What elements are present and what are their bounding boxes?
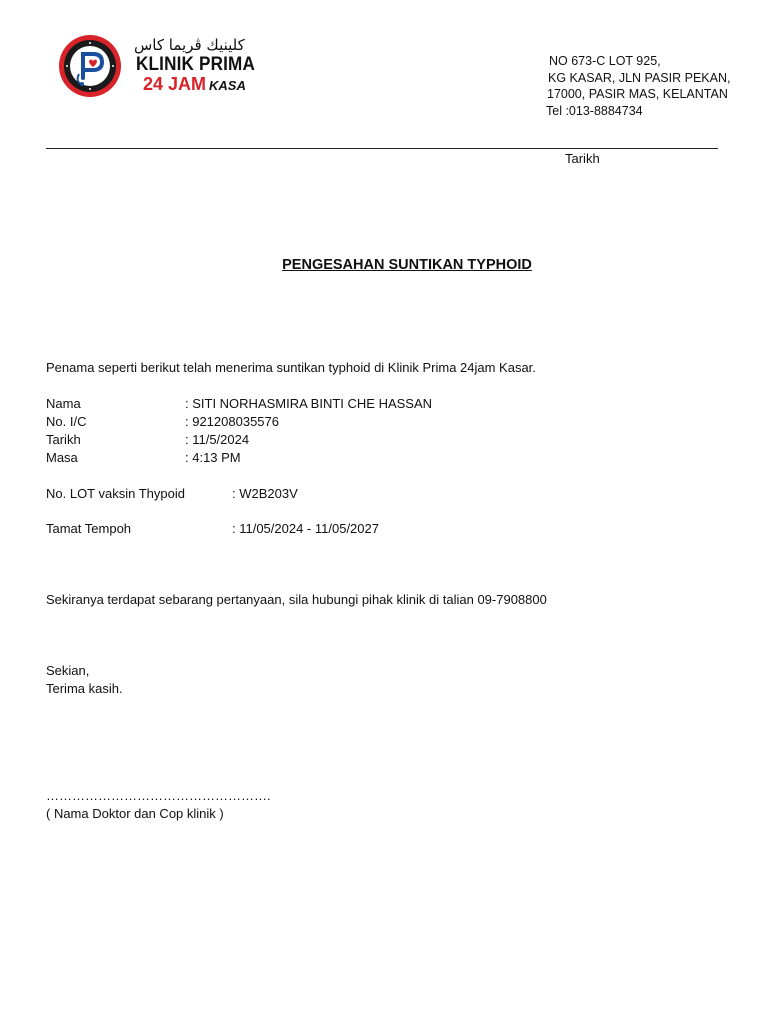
clinic-address <box>546 53 730 120</box>
logo-branch: KASA <box>209 78 246 93</box>
signature-caption: ( Nama Doktor dan Cop klinik ) <box>46 806 224 821</box>
header-date-label: Tarikh <box>565 151 600 166</box>
intro-text: Penama seperti berikut telah menerima suntikan typhoid di Klinik Prima 24jam Kasar. <box>46 360 536 375</box>
closing-line: Sekian, <box>46 663 90 678</box>
logo-arabic-text: كلينيك ڤريما كاس <box>134 36 245 54</box>
inquiry-text: Sekiranya terdapat sebarang pertanyaan, sila hubungi pihak klinik di talian 09-7908800 <box>46 592 547 607</box>
detail-label: No. I/C <box>46 414 87 429</box>
detail-value: : 11/5/2024 <box>185 432 250 447</box>
detail-value: : 921208035576 <box>185 414 279 429</box>
address-line: 17000, PASIR MAS, KELANTAN <box>547 87 728 102</box>
logo-clinic-name: KLINIK PRIMA <box>136 54 256 75</box>
detail-value: : W2B203V <box>232 486 298 501</box>
detail-label: Nama <box>46 396 81 411</box>
address-line: KG KASAR, JLN PASIR PEKAN, <box>548 70 731 85</box>
clinic-logo <box>58 34 258 100</box>
signature-line: ……………………………………………. <box>46 788 271 803</box>
detail-label: Tamat Tempoh <box>46 521 132 536</box>
detail-label: Masa <box>46 450 78 465</box>
detail-value: : SITI NORHASMIRA BINTI CHE HASSAN <box>185 396 433 411</box>
clinic-emblem-icon <box>58 34 122 98</box>
logo-hours: 24 JAM <box>143 74 207 94</box>
address-phone: Tel :013-8884734 <box>546 104 643 119</box>
detail-label: No. LOT vaksin Thypoid <box>46 486 185 501</box>
detail-value: : 4:13 PM <box>185 450 241 465</box>
closing-line: Terima kasih. <box>46 681 123 696</box>
header-divider <box>46 148 718 149</box>
detail-value: : 11/05/2024 - 11/05/2027 <box>232 521 379 536</box>
detail-label: Tarikh <box>46 432 81 447</box>
document-title: PENGESAHAN SUNTIKAN TYPHOID <box>282 257 532 273</box>
address-line: NO 673-C LOT 925, <box>549 54 661 68</box>
